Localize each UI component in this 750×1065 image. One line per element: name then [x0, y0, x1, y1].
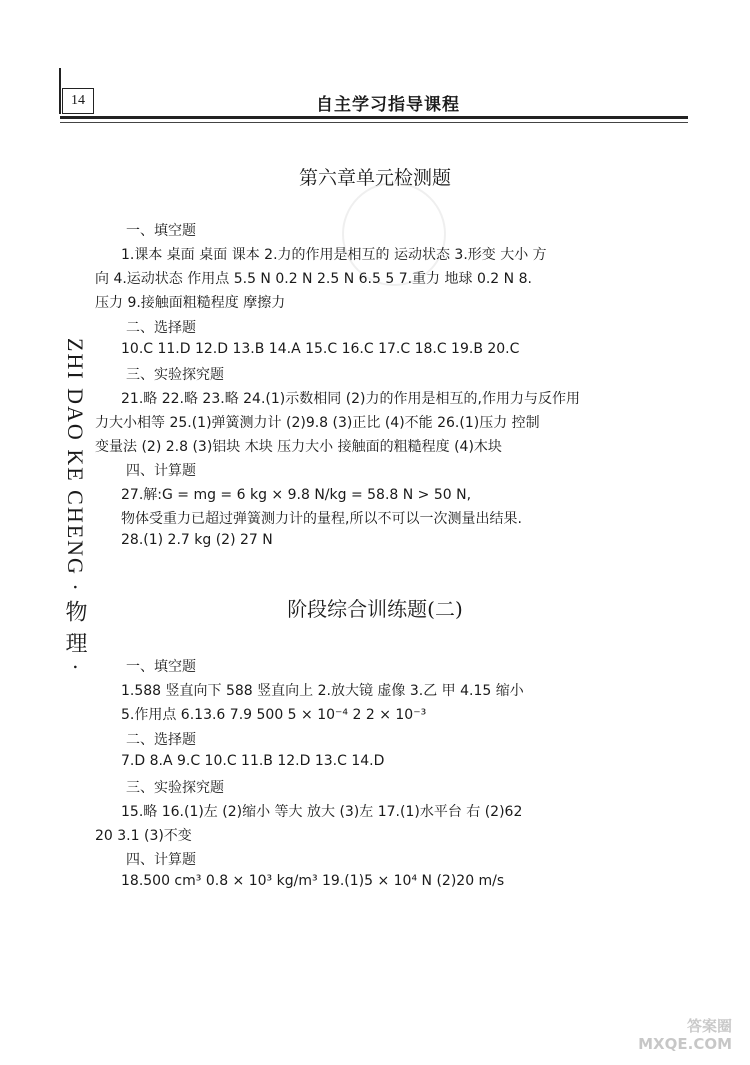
chapter6-title: 第六章单元检测题	[298, 167, 451, 189]
st2-line: 7.D 8.A 9.C 10.C 11.B 12.D 13.C 14.D	[121, 753, 385, 769]
ch6-line: 1.课本 桌面 桌面 课本 2.力的作用是相互的 运动状态 3.形变 大小 方	[121, 247, 547, 263]
page-number: 14	[62, 88, 94, 114]
ch6-line: 变量法 (2) 2.8 (3)铝块 木块 压力大小 接触面的粗糙程度 (4)木块	[95, 439, 502, 455]
header-left-rule	[59, 68, 61, 114]
ch6-heading-choice: 二、选择题	[126, 320, 196, 336]
st2-line: 1.588 竖直向下 588 竖直向上 2.放大镜 虚像 3.乙 甲 4.15 缩小	[121, 683, 524, 699]
st2-line: 18.500 cm³ 0.8 × 10³ kg/m³ 19.(1)5 × 10⁴ N (2)20 m/s	[121, 873, 505, 889]
st2-heading-experiment: 三、实验探究题	[126, 780, 224, 796]
st2-heading-calc: 四、计算题	[126, 852, 196, 868]
running-header-title: 自主学习指导课程	[316, 95, 460, 115]
st2-line: 5.作用点 6.13.6 7.9 500 5 × 10⁻⁴ 2 2 × 10⁻³	[121, 707, 427, 723]
header-rule-thin	[60, 122, 688, 123]
ch6-heading-fill: 一、填空题	[126, 223, 196, 239]
st2-heading-choice: 二、选择题	[126, 732, 196, 748]
ch6-line: 向 4.运动状态 作用点 5.5 N 0.2 N 2.5 N 6.5 5 7.重力 地球 0.2 N 8.	[95, 271, 532, 287]
ch6-line: 力大小相等 25.(1)弹簧测力计 (2)9.8 (3)正比 (4)不能 26.(1)压力 控制	[95, 415, 540, 431]
ch6-line: 27.解:G = mg = 6 kg × 9.8 N/kg = 58.8 N > 50 N,	[121, 487, 472, 503]
ch6-heading-experiment: 三、实验探究题	[126, 367, 224, 383]
ch6-line: 10.C 11.D 12.D 13.B 14.A 15.C 16.C 17.C 18.C 19.B 20.C	[121, 341, 520, 357]
ch6-line: 物体受重力已超过弹簧测力计的量程,所以不可以一次测量出结果.	[121, 511, 522, 527]
watermark	[638, 1017, 732, 1053]
st2-line: 15.略 16.(1)左 (2)缩小 等大 放大 (3)左 17.(1)水平台 右 (2)62	[121, 804, 523, 820]
ch6-line: 28.(1) 2.7 kg (2) 27 N	[121, 532, 273, 548]
st2-heading-fill: 一、填空题	[126, 659, 196, 675]
side-vertical-text: ZHI DAO KE CHENG · 物 理 ·	[63, 338, 88, 673]
stage2-title: 阶段综合训练题(二)	[287, 597, 463, 621]
st2-line: 20 3.1 (3)不变	[95, 828, 192, 844]
ch6-line: 压力 9.接触面粗糙程度 摩擦力	[95, 295, 286, 311]
ch6-heading-calc: 四、计算题	[126, 463, 196, 479]
watermark-line2: MXQE.COM	[638, 1035, 732, 1053]
ch6-line: 21.略 22.略 23.略 24.(1)示数相同 (2)力的作用是相互的,作用力与反作用	[121, 391, 580, 407]
header-rule-thick	[60, 116, 688, 119]
watermark-line1: 答案圈	[686, 1017, 732, 1035]
